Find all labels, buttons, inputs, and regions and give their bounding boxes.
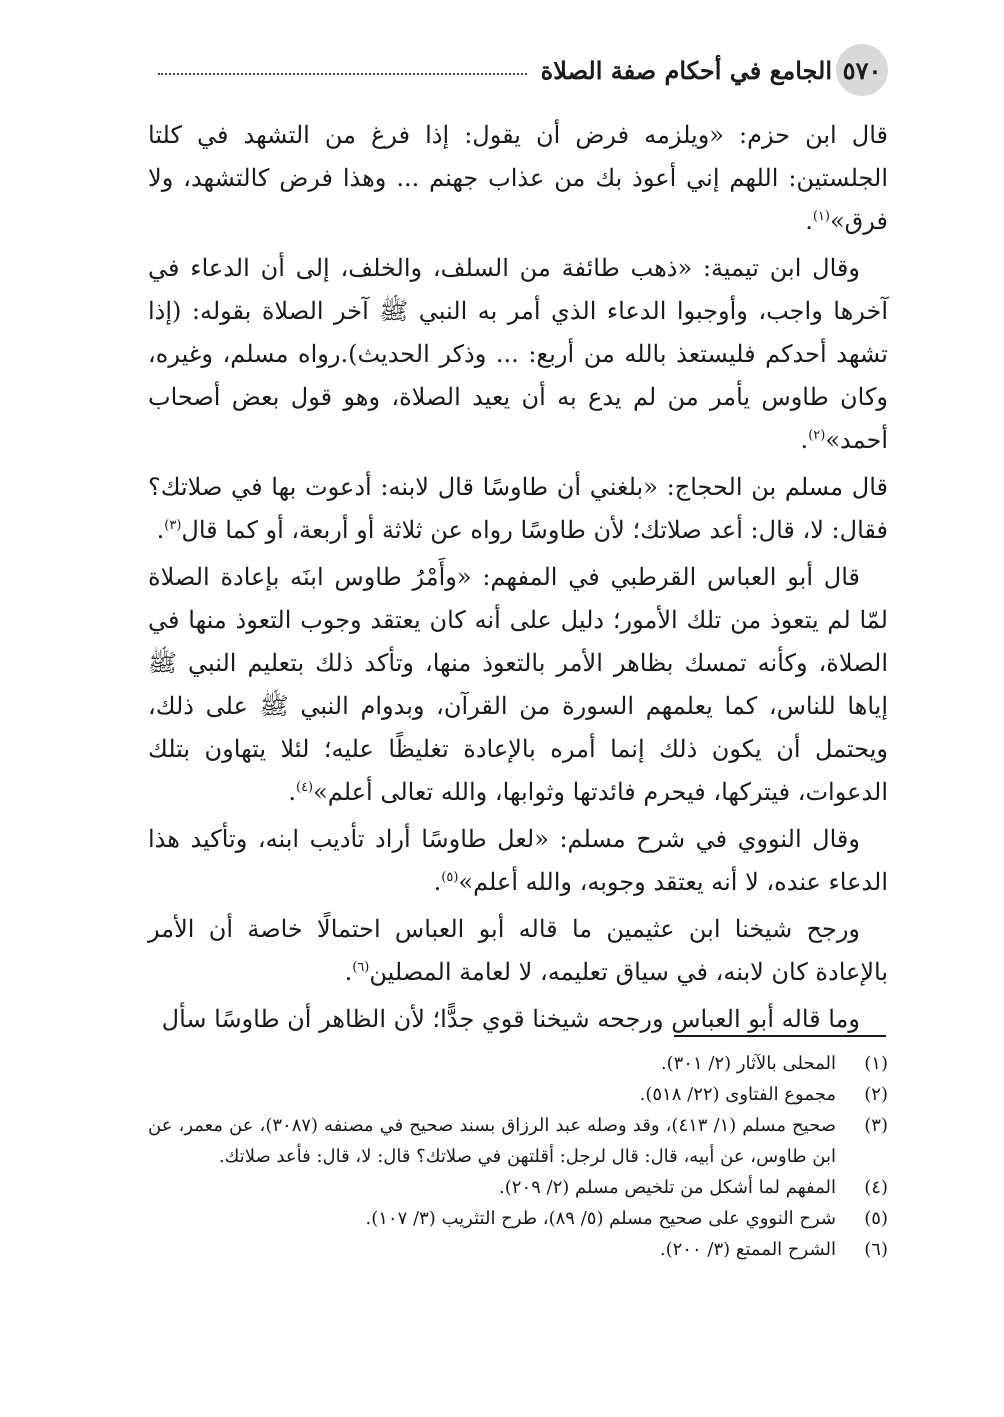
paragraph: قال ابن حزم: «ويلزمه فرض أن يقول: إذا فرغ من التشهد في كلتا الجلستين: اللهم إني أعوذ بك من عذاب جهنم ... وهذا فرض كالتشهد، ولا فرق»$^{(١)}$. bbox=[148, 121, 888, 235]
running-title: الجامع في أحكام صفة الصلاة bbox=[540, 55, 832, 85]
footnotes bbox=[148, 1048, 888, 1265]
footnote-ref[interactable]: (٣) bbox=[164, 518, 182, 533]
footnote-number: (٤) bbox=[864, 1177, 888, 1198]
footnote-number: (٢) bbox=[864, 1084, 888, 1105]
footnote-item bbox=[148, 1079, 888, 1110]
footnote-text: الشرح الممتع (٣/ ٢٠٠). bbox=[659, 1239, 836, 1260]
footnote-ref[interactable]: (٥) bbox=[441, 870, 459, 885]
footnote-item bbox=[148, 1048, 888, 1079]
footnote-ref[interactable]: (٦) bbox=[352, 960, 370, 975]
paragraph: قال أبو العباس القرطبي في المفهم: «وأَمْرُ طاوس ابنَه بإعادة الصلاة لمّا لم يتعوذ من تلك الأمور؛ دليل على أنه كان يعتقد وجوب التعوذ منها في الصلاة، وكأنه تمسك بظاهر الأمر بالتعوذ منها، وتأكد ذلك بتعليم النبي ﷺ إياها للناس، كما يعلمهم السورة من القرآن، وبدوام النبي ﷺ على ذلك، ويحتمل أن يكون ذلك إنما أمره بالإعادة تغليظًا عليه؛ لئلا يتهاون بتلك الدعوات، فيتركها، فيحرم فائدتها وثوابها، والله تعالى أعلم»$^{(٤)}$. bbox=[148, 563, 888, 806]
footnote-number: (٦) bbox=[864, 1239, 888, 1260]
footnote-text: المحلى بالآثار (٢/ ٣٠١). bbox=[660, 1053, 836, 1074]
footnote-separator bbox=[674, 1035, 886, 1037]
page-number: ٥٧٠ bbox=[836, 44, 888, 96]
footnote-item bbox=[148, 1172, 888, 1203]
footnote-item bbox=[148, 1110, 888, 1172]
paragraph: ورجح شيخنا ابن عثيمين ما قاله أبو العباس احتمالًا خاصة أن الأمر بالإعادة كان لابنه، في سياق تعليمه، لا لعامة المصلين$^{(٦)}$. bbox=[148, 915, 888, 986]
footnote-item bbox=[148, 1234, 888, 1265]
footnote-ref[interactable]: (٤) bbox=[295, 780, 314, 795]
footnote-number: (١) bbox=[864, 1053, 888, 1074]
footnote-ref[interactable]: (٢) bbox=[808, 428, 826, 443]
footnote-text: شرح النووي على صحيح مسلم (٥/ ٨٩)، طرح التثريب (٣/ ١٠٧). bbox=[365, 1208, 836, 1229]
main-text bbox=[148, 114, 888, 1045]
footnote-number: (٥) bbox=[864, 1208, 888, 1229]
footnote-item bbox=[148, 1203, 888, 1234]
paragraph: وقال النووي في شرح مسلم: «لعل طاوسًا أراد تأديب ابنه، وتأكيد هذا الدعاء عنده، لا أنه يعتقد وجوبه، والله أعلم»$^{(٥)}$. bbox=[148, 825, 888, 896]
page-header bbox=[148, 40, 888, 100]
paragraph: قال مسلم بن الحجاج: «بلغني أن طاوسًا قال لابنه: أدعوت بها في صلاتك؟ فقال: لا، قال: أعد صلاتك؛ لأن طاوسًا رواه عن ثلاثة أو أربعة، أو كما قال$^{(٣)}$. bbox=[148, 473, 888, 544]
footnote-text: صحيح مسلم (١/ ٤١٣)، وقد وصله عبد الرزاق بسند صحيح في مصنفه (٣٠٨٧)، عن معمر، عن ابن طاوس، عن أبيه، قال: قال لرجل: أقلتهن في صلاتك؟ قال: لا، قال: فأعد صلاتك. bbox=[148, 1115, 837, 1167]
paragraph: وقال ابن تيمية: «ذهب طائفة من السلف، والخلف، إلى أن الدعاء في آخرها واجب، وأوجبوا الدعاء الذي أمر به النبي ﷺ آخر الصلاة بقوله: (إذا تشهد أحدكم فليستعذ بالله من أربع: ... وذكر الحديث).رواه مسلم، وغيره، وكان طاوس يأمر من لم يدع به أن يعيد الصلاة، وهو قول بعض أصحاب أحمد»$^{(٢)}$. bbox=[148, 254, 888, 454]
footnote-text: مجموع الفتاوى (٢٢/ ٥١٨). bbox=[639, 1084, 836, 1105]
header-dotted-rule bbox=[158, 73, 527, 75]
footnote-ref[interactable]: (١) bbox=[812, 209, 830, 224]
footnote-text: المفهم لما أشكل من تلخيص مسلم (٢/ ٢٠٩). bbox=[499, 1177, 836, 1198]
footnote-number: (٣) bbox=[864, 1115, 888, 1136]
paragraph: وما قاله أبو العباس ورجحه شيخنا قوي جدًّا؛ لأن الظاهر أن طاوسًا سأل bbox=[161, 1005, 860, 1033]
